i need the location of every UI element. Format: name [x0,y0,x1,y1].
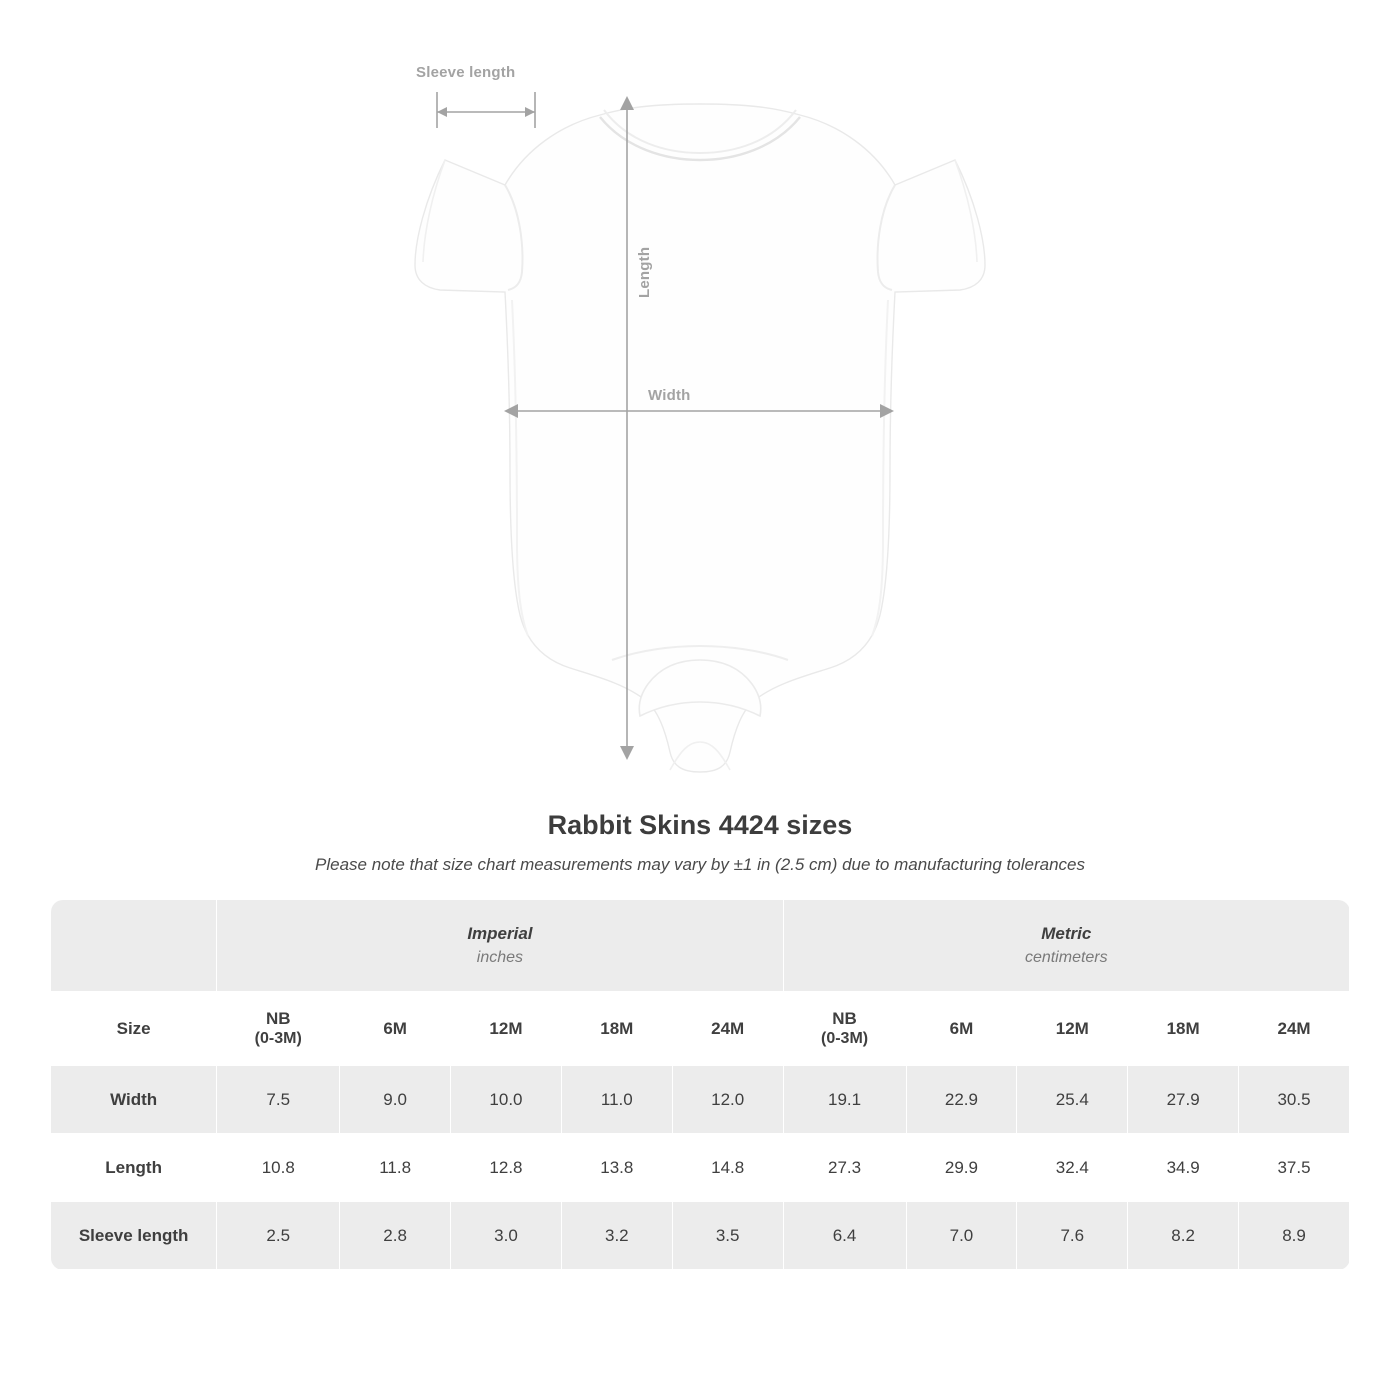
cell-width-24m-in: 12.0 [672,1066,783,1134]
cell-sleeve-24m-in: 3.5 [672,1202,783,1270]
title-block [0,810,1400,875]
table-row [51,1202,1350,1270]
cell-width-18m-cm: 27.9 [1128,1066,1239,1134]
unit-group-imperial-name: Imperial [467,923,533,943]
column-header-sub: (0-3M) [254,1030,302,1048]
cell-sleeve-18m-in: 3.2 [561,1202,672,1270]
unit-group-imperial [217,900,783,992]
tolerance-note: Please note that size chart measurements may vary by ±1 in (2.5 cm) due to manufacturing tolerances [315,855,1085,874]
size-table-wrap [0,899,1400,1270]
cell-width-12m-cm: 25.4 [1017,1066,1128,1134]
column-header-6m-metric: 6M [906,992,1017,1066]
column-header-nb-metric [783,992,906,1066]
column-header-12m-imperial: 12M [451,992,562,1066]
cell-length-24m-in: 14.8 [672,1134,783,1202]
column-header-24m-imperial: 24M [672,992,783,1066]
cell-length-6m-in: 11.8 [340,1134,451,1202]
cell-length-nb-in: 10.8 [217,1134,340,1202]
sleeve-length-label: Sleeve length [416,64,516,81]
cell-length-12m-in: 12.8 [451,1134,562,1202]
cell-length-24m-cm: 37.5 [1239,1134,1350,1202]
bodysuit-shape [415,104,985,772]
column-header-18m-imperial: 18M [561,992,672,1066]
cell-sleeve-18m-cm: 8.2 [1128,1202,1239,1270]
cell-width-12m-in: 10.0 [451,1066,562,1134]
column-header-text: NB [832,1008,857,1028]
unit-group-metric-name: Metric [1041,923,1092,943]
cell-length-18m-in: 13.8 [561,1134,672,1202]
size-table [50,899,1350,1270]
cell-sleeve-nb-cm: 6.4 [783,1202,906,1270]
cell-sleeve-6m-in: 2.8 [340,1202,451,1270]
cell-width-18m-in: 11.0 [561,1066,672,1134]
cell-sleeve-6m-cm: 7.0 [906,1202,1017,1270]
page-title: Rabbit Skins 4424 sizes [547,810,853,840]
column-header-6m-imperial: 6M [340,992,451,1066]
cell-length-nb-cm: 27.3 [783,1134,906,1202]
table-row [51,1066,1350,1134]
cell-length-12m-cm: 32.4 [1017,1134,1128,1202]
row-label-length: Length [51,1134,217,1202]
column-header-24m-metric: 24M [1239,992,1350,1066]
size-header-row [51,992,1350,1066]
cell-width-6m-cm: 22.9 [906,1066,1017,1134]
cell-sleeve-nb-in: 2.5 [217,1202,340,1270]
unit-group-metric [783,900,1349,992]
cell-length-18m-cm: 34.9 [1128,1134,1239,1202]
row-label-sleeve-length: Sleeve length [51,1202,217,1270]
unit-group-metric-sub: centimeters [1024,949,1108,967]
cell-width-nb-in: 7.5 [217,1066,340,1134]
cell-sleeve-12m-in: 3.0 [451,1202,562,1270]
cell-width-6m-in: 9.0 [340,1066,451,1134]
cell-length-6m-cm: 29.9 [906,1134,1017,1202]
length-label: Length [636,246,653,298]
column-header-text: NB [265,1008,291,1028]
cell-sleeve-24m-cm: 8.9 [1239,1202,1350,1270]
cell-sleeve-12m-cm: 7.6 [1017,1202,1128,1270]
row-label-width: Width [51,1066,217,1134]
cell-width-24m-cm: 30.5 [1239,1066,1350,1134]
column-header-sub: (0-3M) [820,1030,869,1048]
width-label: Width [648,387,691,404]
size-header-label: Size [51,992,217,1066]
table-row [51,1134,1350,1202]
column-header-12m-metric: 12M [1017,992,1128,1066]
unit-corner-cell [51,900,217,992]
column-header-18m-metric: 18M [1128,992,1239,1066]
unit-group-imperial-sub: inches [476,949,524,967]
column-header-nb-imperial [217,992,340,1066]
unit-header-row [51,900,1350,992]
cell-width-nb-cm: 19.1 [783,1066,906,1134]
